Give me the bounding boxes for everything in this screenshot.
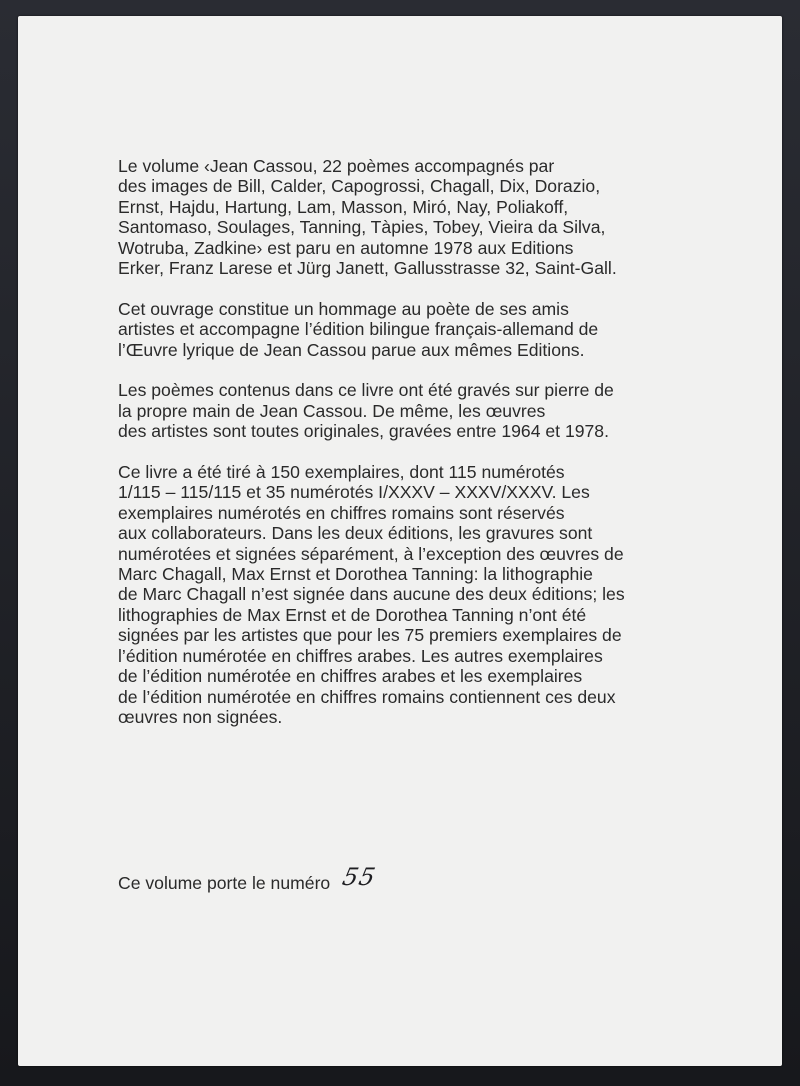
- text-line: Ce livre a été tiré à 150 exemplaires, dont 115 numérotés: [118, 462, 565, 483]
- text-line: exemplaires numérotés en chiffres romains sont réservés: [118, 502, 565, 523]
- text-line: Erker, Franz Larese et Jürg Janett, Gallusstrasse 32, Saint-Gall.: [118, 258, 617, 279]
- text-line: lithographies de Max Ernst et de Dorothea Tanning n’ont été: [118, 604, 587, 625]
- text-line: l’Œuvre lyrique de Jean Cassou parue aux mêmes Editions.: [118, 339, 585, 360]
- paragraph-edition: [118, 462, 678, 727]
- text-line: Le volume ‹Jean Cassou, 22 poèmes accompagnés par: [118, 156, 555, 176]
- text-line: Les poèmes contenus dans ce livre ont été gravés sur pierre de: [118, 380, 614, 401]
- text-line: artistes et accompagne l’édition bilingue français-allemand de: [118, 319, 599, 340]
- text-line: de Marc Chagall n’est signée dans aucune des deux éditions; les: [118, 584, 625, 605]
- text-line: des images de Bill, Calder, Capogrossi, Chagall, Dix, Dorazio,: [118, 176, 601, 197]
- volume-number-label: Ce volume porte le numéro: [118, 873, 331, 893]
- text-line: Marc Chagall, Max Ernst et Dorothea Tanning: la lithographie: [118, 564, 593, 585]
- paragraph-gap: [118, 278, 678, 298]
- text-line: Ernst, Hajdu, Hartung, Lam, Masson, Miró, Nay, Poliakoff,: [118, 196, 569, 217]
- text-line: Wotruba, Zadkine› est paru en automne 1978 aux Editions: [118, 237, 574, 258]
- paragraph-publication: [118, 156, 678, 278]
- volume-number-line: [118, 863, 379, 894]
- paragraph-hommage: [118, 299, 678, 360]
- text-line: Santomaso, Soulages, Tanning, Tàpies, Tobey, Vieira da Silva,: [118, 217, 606, 238]
- paragraph-engraving: [118, 380, 678, 441]
- text-line: signées par les artistes que pour les 75 premiers exemplaires de: [118, 625, 622, 646]
- text-line: l’édition numérotée en chiffres arabes. Les autres exemplaires: [118, 645, 603, 666]
- text-line: 1/115 – 115/115 et 35 numérotés I/XXXV – XXXV/XXXV. Les: [118, 482, 590, 503]
- text-line: de l’édition numérotée en chiffres arabes et les exemplaires: [118, 666, 583, 687]
- text-line: la propre main de Jean Cassou. De même, les œuvres: [118, 400, 546, 421]
- text-line: des artistes sont toutes originales, gravées entre 1964 et 1978.: [118, 421, 609, 442]
- paragraph-gap: [118, 442, 678, 462]
- colophon-text: [118, 156, 678, 727]
- text-line: de l’édition numérotée en chiffres romains contiennent ces deux: [118, 686, 616, 707]
- text-line: œuvres non signées.: [118, 706, 283, 727]
- text-line: numérotées et signées séparément, à l’exception des œuvres de: [118, 543, 624, 564]
- paragraph-gap: [118, 360, 678, 380]
- text-line: Cet ouvrage constitue un hommage au poète de ses amis: [118, 298, 569, 319]
- handwritten-volume-number: 55: [340, 863, 379, 891]
- text-line: aux collaborateurs. Dans les deux éditions, les gravures sont: [118, 523, 593, 544]
